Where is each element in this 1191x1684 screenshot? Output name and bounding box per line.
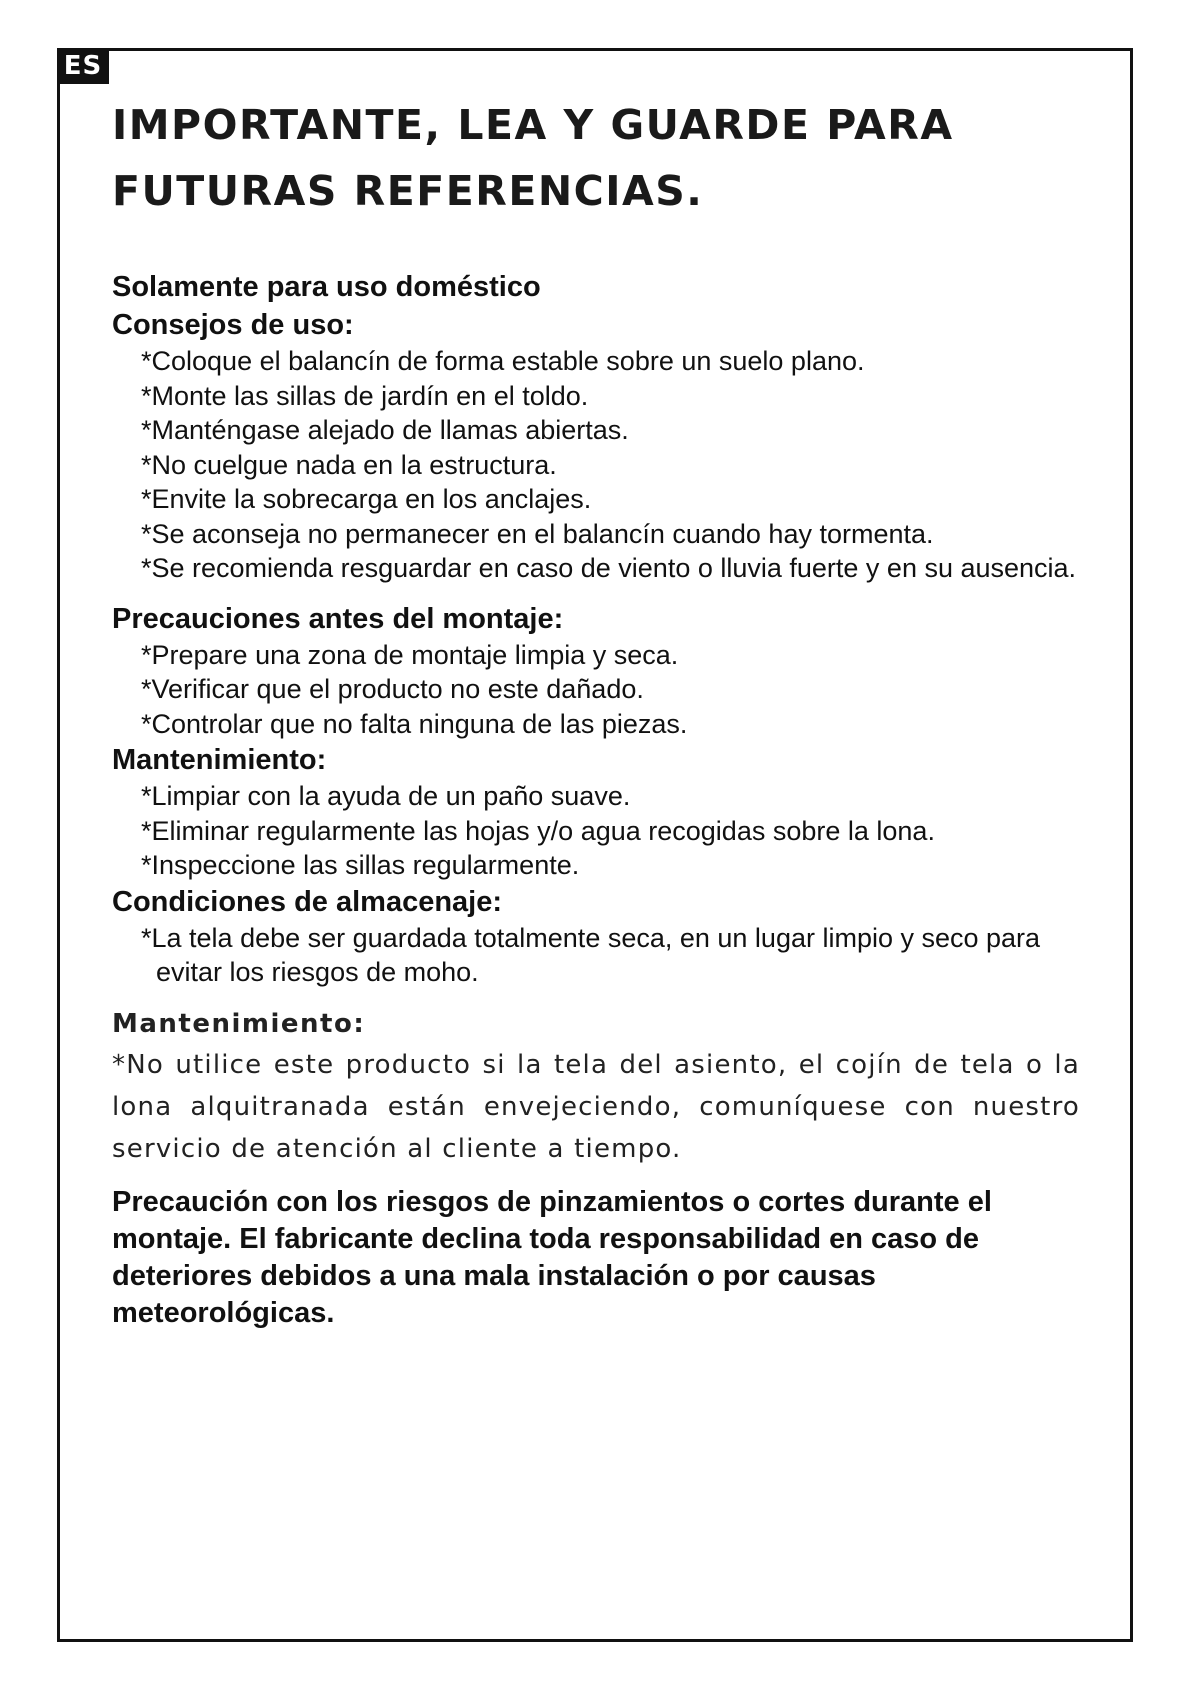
- list-item: *Se recomienda resguardar en caso de viento o lluvia fuerte y en su ausencia.: [141, 553, 1077, 583]
- list-item: *Se aconseja no permanecer en el balancín cuando hay tormenta.: [141, 518, 934, 549]
- document-body: [112, 92, 1092, 1332]
- list-item: *Monte las sillas de jardín en el toldo.: [141, 380, 589, 411]
- maintenance-2-heading: Mantenimiento:: [112, 1008, 366, 1039]
- list-item: *Manténgase alejado de llamas abiertas.: [141, 415, 629, 445]
- list-item: *Coloque el balancín de forma estable sobre un suelo plano.: [141, 346, 865, 376]
- maintenance-section: [112, 741, 1092, 883]
- pre-assembly-section: [112, 600, 1092, 742]
- usage-section: [112, 268, 1092, 586]
- list-item: *No cuelgue nada en la estructura.: [141, 449, 557, 480]
- usage-tips-heading: Consejos de uso:: [112, 309, 354, 341]
- storage-section: [112, 883, 1092, 990]
- title-line-2: FUTURAS REFERENCIAS.: [112, 167, 704, 215]
- maintenance-heading: Mantenimiento:: [112, 744, 327, 776]
- maintenance-2-section: [112, 1004, 1092, 1170]
- document-title: [112, 92, 1092, 224]
- list-item: *Limpiar con la ayuda de un paño suave.: [141, 781, 631, 811]
- list-item: *La tela debe ser guardada totalmente seca, en un lugar limpio y seco para evitar los riesgos de moho.: [141, 922, 1041, 987]
- title-line-1: IMPORTANTE, LEA Y GUARDE PARA: [112, 101, 954, 149]
- storage-heading: Condiciones de almacenaje:: [112, 885, 503, 918]
- list-item: *Inspeccione las sillas regularmente.: [141, 850, 580, 880]
- domestic-use-heading: Solamente para uso doméstico: [112, 271, 541, 303]
- list-item: *Controlar que no falta ninguna de las piezas.: [141, 708, 688, 739]
- list-item: *Verificar que el producto no este dañado.: [141, 674, 644, 704]
- pre-assembly-heading: Precauciones antes del montaje:: [112, 602, 564, 635]
- maintenance-2-text: *No utilice este producto si la tela del asiento, el cojín de tela o la lona alquitranada están envejeciendo, comuníquese con nuestro servicio de atención al cliente a tiempo.: [112, 1049, 1080, 1164]
- list-item: *Eliminar regularmente las hojas y/o agua recogidas sobre la lona.: [141, 815, 935, 846]
- liability-warning: Precaución con los riesgos de pinzamientos o cortes durante el montaje. El fabricante declina toda responsabilidad en caso de deteriores debidos a una mala instalación o por causas meteorológicas.: [112, 1185, 992, 1329]
- language-badge: ES: [57, 48, 109, 84]
- list-item: *Prepare una zona de montaje limpia y seca.: [141, 639, 679, 670]
- list-item: *Envite la sobrecarga en los anclajes.: [141, 484, 592, 514]
